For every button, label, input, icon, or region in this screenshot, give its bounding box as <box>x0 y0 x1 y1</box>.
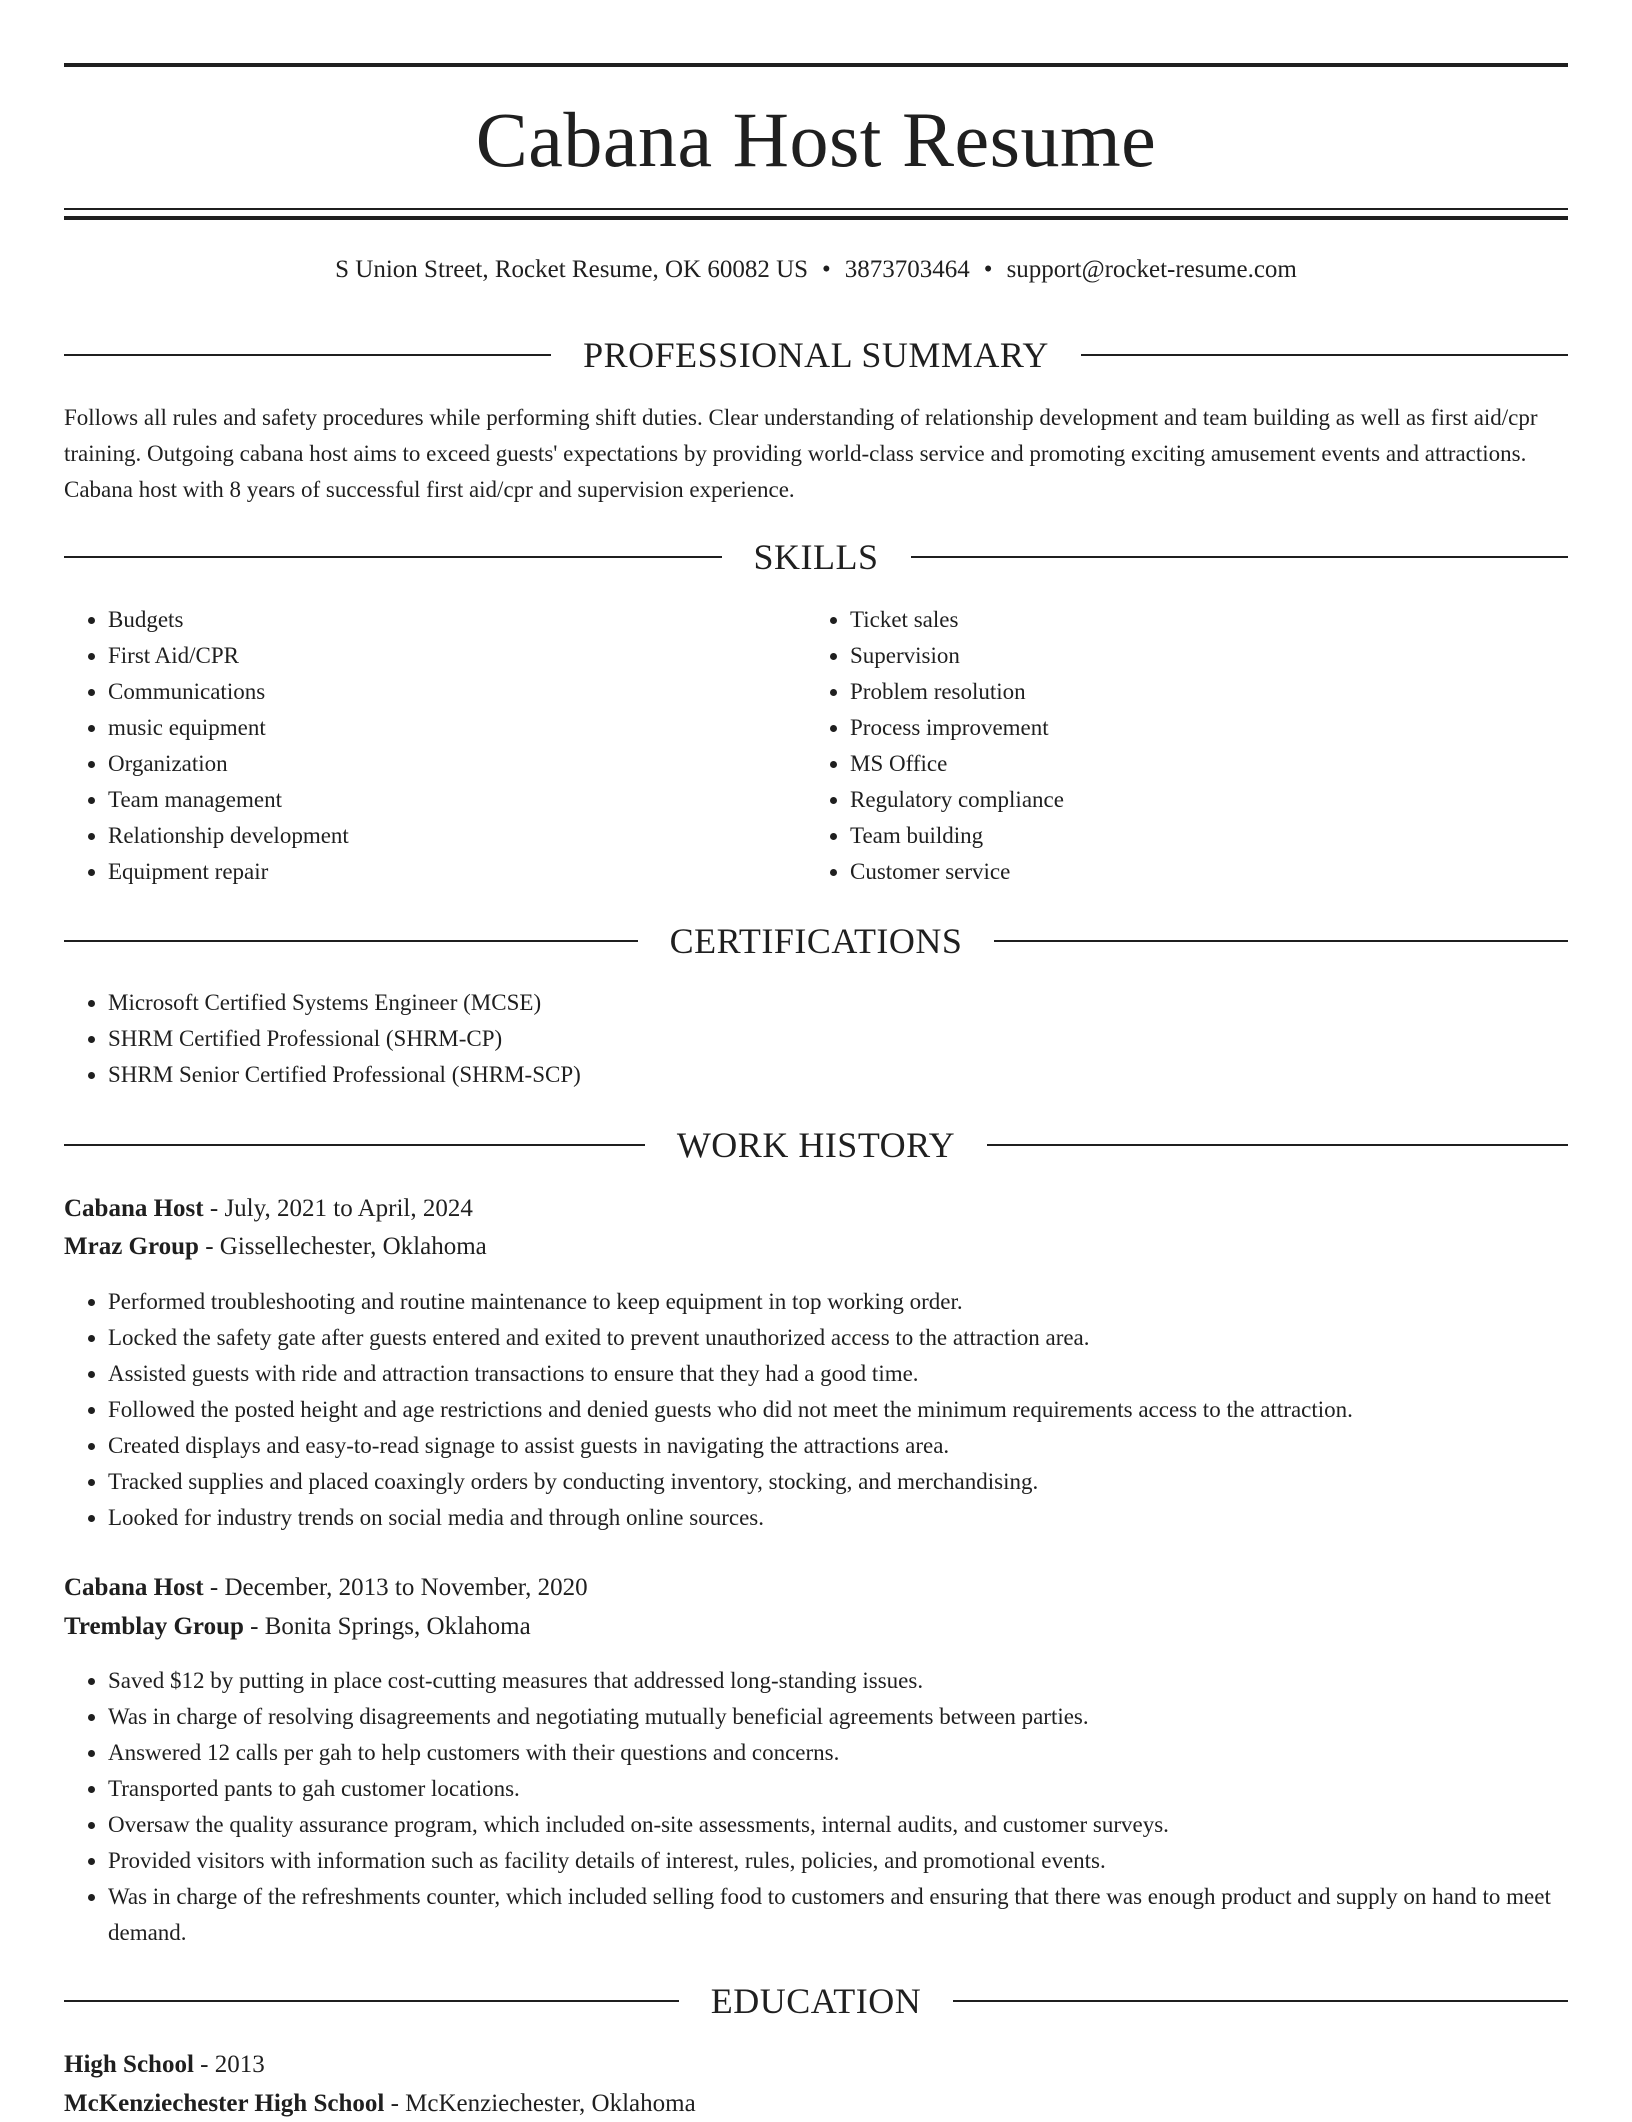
skill-item: • Team management <box>108 782 804 818</box>
contact-separator: • <box>983 256 993 283</box>
education-school-line <box>64 2086 1568 2122</box>
skill-item: • MS Office <box>850 746 1546 782</box>
job-location: - Bonita Springs, Oklahoma <box>243 1613 531 1640</box>
skill-item: • Equipment repair <box>108 854 804 890</box>
contact-separator: • <box>822 256 831 283</box>
job-location: - Gissellechester, Oklahoma <box>198 1233 487 1260</box>
contact-address: S Union Street, Rocket Resume, OK 60082 US <box>335 256 809 283</box>
section-title: WORK HISTORY <box>676 1125 956 1165</box>
skill-item: • Communications <box>108 674 804 710</box>
job-bullet: • Locked the safety gate after guests entered and exited to prevent unauthorized access to the attraction area. <box>108 1320 1568 1356</box>
skills-column-right <box>806 602 1546 890</box>
job-company: Mraz Group <box>64 1233 199 1260</box>
job-bullet: • Was in charge of resolving disagreements and negotiating mutually beneficial agreements between parties. <box>108 1699 1568 1735</box>
divider-line <box>64 354 551 356</box>
divider-line <box>64 940 638 942</box>
skill-item: • Supervision <box>850 638 1546 674</box>
section-title: CERTIFICATIONS <box>669 921 963 961</box>
education-degree: High School <box>64 2051 194 2078</box>
divider-line <box>987 1144 1568 1146</box>
title-rule-thin <box>64 208 1568 210</box>
job-company-line <box>64 1609 1568 1645</box>
divider-line <box>64 1144 645 1146</box>
contact-phone: 3873703464 <box>844 256 970 283</box>
job-bullet: • Transported pants to gah customer locations. <box>108 1771 1568 1807</box>
education-degree-line <box>64 2047 1568 2083</box>
skill-item: • Regulatory compliance <box>850 782 1546 818</box>
title-rule-thick <box>64 216 1568 220</box>
skill-item: • Customer service <box>850 854 1546 890</box>
skill-item: • Team building <box>850 818 1546 854</box>
divider-line <box>64 2000 679 2002</box>
education-location: - McKenziechester, Oklahoma <box>384 2090 696 2117</box>
divider-line <box>911 556 1569 558</box>
skill-item: • Process improvement <box>850 710 1546 746</box>
skill-item: • Relationship development <box>108 818 804 854</box>
skill-item: • Organization <box>108 746 804 782</box>
skill-item: • Ticket sales <box>850 602 1546 638</box>
section-header-summary <box>64 333 1568 377</box>
job-dates: - December, 2013 to November, 2020 <box>203 1574 588 1601</box>
section-title: SKILLS <box>753 537 879 577</box>
skill-item: • Problem resolution <box>850 674 1546 710</box>
job-bullet: • Oversaw the quality assurance program, which included on-site assessments, internal audits, and customer surveys. <box>108 1807 1568 1843</box>
resume-title: Cabana Host Resume <box>475 96 1157 183</box>
section-header-work-history <box>64 1123 1568 1167</box>
job-bullet: • Provided visitors with information such as facility details of interest, rules, policies, and promotional events. <box>108 1843 1568 1879</box>
contact-email: support@rocket-resume.com <box>1006 256 1297 283</box>
certification-item: • Microsoft Certified Systems Engineer (MCSE) <box>108 985 1568 1021</box>
job-bullet: • Followed the posted height and age restrictions and denied guests who did not meet the minimum requirements access to the attraction. <box>108 1392 1568 1428</box>
top-rule <box>64 63 1568 67</box>
job-title-line <box>64 1570 1568 1606</box>
job-dates: - July, 2021 to April, 2024 <box>203 1195 473 1222</box>
job-bullet: • Tracked supplies and placed coaxingly orders by conducting inventory, stocking, and merchandising. <box>108 1464 1568 1500</box>
section-title: PROFESSIONAL SUMMARY <box>583 335 1049 375</box>
job-title: Cabana Host <box>64 1574 204 1601</box>
job-company-line <box>64 1229 1568 1265</box>
job-bullets <box>64 1663 1568 1951</box>
job-bullet: • Answered 12 calls per gah to help customers with their questions and concerns. <box>108 1735 1568 1771</box>
summary-text: Follows all rules and safety procedures while performing shift duties. Clear understanding of relationship development and team building as well as first aid/cpr training. Outgoing cabana host aims to exceed guests' expectations by providing world-class service and promoting exciting amusement events and attractions. Cabana host with 8 years of successful first aid/cpr and supervision experience. <box>64 405 1538 502</box>
job-title-line <box>64 1191 1568 1227</box>
job-bullet: • Looked for industry trends on social media and through online sources. <box>108 1500 1568 1536</box>
certification-item: • SHRM Certified Professional (SHRM-CP) <box>108 1021 1568 1057</box>
education-school: McKenziechester High School <box>64 2090 385 2117</box>
job-company: Tremblay Group <box>64 1613 244 1640</box>
skill-item: • music equipment <box>108 710 804 746</box>
skill-item: • Budgets <box>108 602 804 638</box>
job-bullet: • Performed troubleshooting and routine maintenance to keep equipment in top working order. <box>108 1284 1568 1320</box>
certification-item: • SHRM Senior Certified Professional (SHRM-SCP) <box>108 1057 1568 1093</box>
divider-line <box>953 2000 1568 2002</box>
divider-line <box>64 556 722 558</box>
job-bullet: • Assisted guests with ride and attraction transactions to ensure that they had a good time. <box>108 1356 1568 1392</box>
skills-column-left <box>64 602 804 890</box>
section-header-skills <box>64 535 1568 579</box>
section-header-education <box>64 1979 1568 2023</box>
skill-item: • First Aid/CPR <box>108 638 804 674</box>
divider-line <box>1081 354 1568 356</box>
job-bullet: • Created displays and easy-to-read signage to assist guests in navigating the attractions area. <box>108 1428 1568 1464</box>
section-title: EDUCATION <box>710 1981 922 2021</box>
job-bullet: • Was in charge of the refreshments counter, which included selling food to customers and ensuring that there was enough product and supply on hand to meet demand. <box>108 1879 1568 1951</box>
certifications-list <box>64 985 1568 1093</box>
job-bullets <box>64 1284 1568 1536</box>
contact-line <box>64 252 1568 288</box>
job-bullet: • Saved $12 by putting in place cost-cutting measures that addressed long-standing issues. <box>108 1663 1568 1699</box>
section-header-certifications <box>64 919 1568 963</box>
education-year: - 2013 <box>193 2051 265 2078</box>
job-title: Cabana Host <box>64 1195 204 1222</box>
divider-line <box>994 940 1568 942</box>
